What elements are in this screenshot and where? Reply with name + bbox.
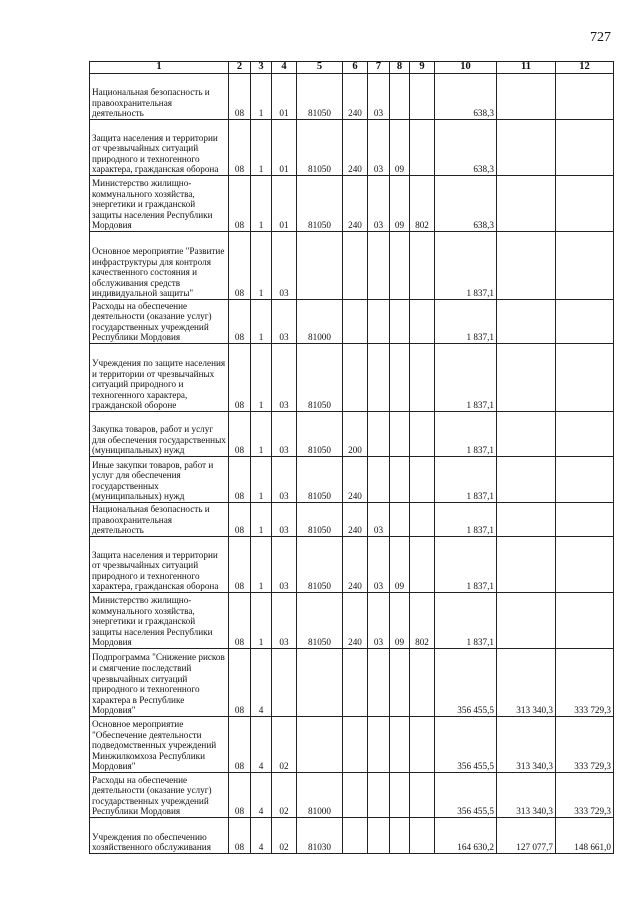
amount-cell: 1 837,1 bbox=[435, 457, 497, 503]
code-cell: 01 bbox=[272, 176, 297, 232]
code-cell bbox=[368, 773, 390, 818]
amount-cell: 333 729,3 bbox=[556, 717, 614, 773]
code-cell: 4 bbox=[251, 818, 272, 854]
amount-cell: 1 837,1 bbox=[435, 344, 497, 412]
amount-cell: 148 661,0 bbox=[556, 818, 614, 854]
code-cell bbox=[343, 344, 368, 412]
header-row bbox=[90, 62, 614, 74]
table-row bbox=[90, 232, 614, 300]
code-cell: 1 bbox=[251, 300, 272, 344]
code-cell bbox=[343, 649, 368, 717]
code-cell: 81050 bbox=[297, 412, 343, 457]
code-cell: 81050 bbox=[297, 537, 343, 593]
amount-cell: 356 455,5 bbox=[435, 773, 497, 818]
row-name-cell: Основное мероприятие "Обеспечение деятельности подведомственных учреждений Минжилкомхоза Республики Мордовия" bbox=[90, 717, 229, 773]
code-cell: 01 bbox=[272, 120, 297, 176]
amount-cell: 1 837,1 bbox=[435, 537, 497, 593]
code-cell: 08 bbox=[229, 120, 251, 176]
code-cell bbox=[410, 649, 435, 717]
amount-cell bbox=[497, 412, 556, 457]
amount-cell bbox=[497, 503, 556, 537]
column-header: 12 bbox=[556, 62, 614, 74]
amount-cell bbox=[497, 300, 556, 344]
column-header: 6 bbox=[343, 62, 368, 74]
code-cell: 81000 bbox=[297, 773, 343, 818]
amount-cell: 164 630,2 bbox=[435, 818, 497, 854]
code-cell bbox=[410, 717, 435, 773]
table-row bbox=[90, 74, 614, 120]
code-cell bbox=[368, 232, 390, 300]
table-row bbox=[90, 773, 614, 818]
amount-cell: 638,3 bbox=[435, 74, 497, 120]
page-number: 727 bbox=[590, 30, 611, 45]
code-cell: 1 bbox=[251, 537, 272, 593]
code-cell: 08 bbox=[229, 176, 251, 232]
code-cell bbox=[410, 300, 435, 344]
amount-cell: 333 729,3 bbox=[556, 649, 614, 717]
amount-cell bbox=[497, 176, 556, 232]
code-cell: 03 bbox=[272, 344, 297, 412]
row-name-cell: Закупка товаров, работ и услуг для обеспечения государственных (муниципальных) нужд bbox=[90, 412, 229, 457]
code-cell: 1 bbox=[251, 344, 272, 412]
code-cell bbox=[343, 300, 368, 344]
code-cell: 01 bbox=[272, 74, 297, 120]
code-cell: 1 bbox=[251, 412, 272, 457]
amount-cell bbox=[556, 537, 614, 593]
column-header: 3 bbox=[251, 62, 272, 74]
table-row bbox=[90, 300, 614, 344]
code-cell: 4 bbox=[251, 717, 272, 773]
table-row bbox=[90, 593, 614, 649]
column-header: 8 bbox=[390, 62, 410, 74]
code-cell: 240 bbox=[343, 74, 368, 120]
budget-table bbox=[89, 61, 614, 854]
table-row bbox=[90, 537, 614, 593]
amount-cell bbox=[556, 344, 614, 412]
row-name-cell: Иные закупки товаров, работ и услуг для обеспечения государственных (муниципальных) нужд bbox=[90, 457, 229, 503]
code-cell bbox=[390, 344, 410, 412]
amount-cell bbox=[497, 457, 556, 503]
amount-cell bbox=[556, 593, 614, 649]
table-row bbox=[90, 120, 614, 176]
code-cell: 240 bbox=[343, 176, 368, 232]
code-cell: 81050 bbox=[297, 344, 343, 412]
code-cell bbox=[343, 717, 368, 773]
code-cell bbox=[343, 773, 368, 818]
code-cell: 240 bbox=[343, 120, 368, 176]
code-cell: 240 bbox=[343, 537, 368, 593]
amount-cell: 313 340,3 bbox=[497, 773, 556, 818]
column-header: 7 bbox=[368, 62, 390, 74]
amount-cell bbox=[556, 74, 614, 120]
code-cell: 08 bbox=[229, 593, 251, 649]
code-cell bbox=[272, 649, 297, 717]
amount-cell bbox=[497, 344, 556, 412]
code-cell: 03 bbox=[272, 300, 297, 344]
amount-cell: 356 455,5 bbox=[435, 649, 497, 717]
row-name-cell: Подпрограмма "Снижение рисков и смягчение последствий чрезвычайных ситуаций природного и техногенного характера в Республике Мордовия" bbox=[90, 649, 229, 717]
amount-cell: 1 837,1 bbox=[435, 593, 497, 649]
table-row bbox=[90, 818, 614, 854]
code-cell: 1 bbox=[251, 503, 272, 537]
amount-cell bbox=[497, 74, 556, 120]
amount-cell: 638,3 bbox=[435, 120, 497, 176]
code-cell: 08 bbox=[229, 300, 251, 344]
code-cell: 03 bbox=[368, 176, 390, 232]
code-cell: 08 bbox=[229, 503, 251, 537]
table-row bbox=[90, 412, 614, 457]
code-cell bbox=[410, 537, 435, 593]
code-cell: 03 bbox=[368, 593, 390, 649]
code-cell: 1 bbox=[251, 120, 272, 176]
amount-cell: 1 837,1 bbox=[435, 503, 497, 537]
amount-cell bbox=[556, 300, 614, 344]
amount-cell: 333 729,3 bbox=[556, 773, 614, 818]
code-cell: 08 bbox=[229, 773, 251, 818]
code-cell bbox=[368, 717, 390, 773]
amount-cell bbox=[497, 120, 556, 176]
amount-cell bbox=[497, 537, 556, 593]
code-cell: 1 bbox=[251, 74, 272, 120]
code-cell: 08 bbox=[229, 232, 251, 300]
code-cell: 81050 bbox=[297, 74, 343, 120]
code-cell bbox=[410, 503, 435, 537]
code-cell bbox=[390, 503, 410, 537]
table-row bbox=[90, 344, 614, 412]
amount-cell bbox=[497, 593, 556, 649]
row-name-cell: Министерство жилищно-коммунального хозяйства, энергетики и гражданской защиты населения Республики Мордовия bbox=[90, 593, 229, 649]
amount-cell bbox=[556, 412, 614, 457]
column-header: 10 bbox=[435, 62, 497, 74]
code-cell bbox=[410, 457, 435, 503]
code-cell: 81050 bbox=[297, 593, 343, 649]
amount-cell bbox=[556, 457, 614, 503]
amount-cell: 638,3 bbox=[435, 176, 497, 232]
amount-cell bbox=[556, 176, 614, 232]
code-cell: 09 bbox=[390, 593, 410, 649]
code-cell: 08 bbox=[229, 537, 251, 593]
code-cell: 08 bbox=[229, 74, 251, 120]
code-cell: 81000 bbox=[297, 300, 343, 344]
code-cell: 08 bbox=[229, 412, 251, 457]
amount-cell bbox=[497, 232, 556, 300]
code-cell bbox=[390, 457, 410, 503]
code-cell: 08 bbox=[229, 818, 251, 854]
code-cell: 09 bbox=[390, 176, 410, 232]
code-cell: 4 bbox=[251, 649, 272, 717]
code-cell: 09 bbox=[390, 537, 410, 593]
code-cell: 09 bbox=[390, 120, 410, 176]
amount-cell: 1 837,1 bbox=[435, 300, 497, 344]
code-cell: 03 bbox=[272, 232, 297, 300]
code-cell bbox=[410, 818, 435, 854]
code-cell: 200 bbox=[343, 412, 368, 457]
column-header: 4 bbox=[272, 62, 297, 74]
table-row bbox=[90, 717, 614, 773]
code-cell bbox=[343, 818, 368, 854]
code-cell bbox=[390, 300, 410, 344]
code-cell bbox=[410, 74, 435, 120]
column-header: 2 bbox=[229, 62, 251, 74]
code-cell bbox=[390, 717, 410, 773]
code-cell bbox=[368, 412, 390, 457]
code-cell: 08 bbox=[229, 717, 251, 773]
code-cell: 81050 bbox=[297, 503, 343, 537]
code-cell: 03 bbox=[368, 120, 390, 176]
code-cell: 1 bbox=[251, 176, 272, 232]
code-cell: 1 bbox=[251, 457, 272, 503]
code-cell: 03 bbox=[368, 503, 390, 537]
code-cell: 240 bbox=[343, 503, 368, 537]
table-row bbox=[90, 503, 614, 537]
code-cell bbox=[410, 344, 435, 412]
row-name-cell: Расходы на обеспечение деятельности (оказание услуг) государственных учреждений Республики Мордовия bbox=[90, 300, 229, 344]
row-name-cell: Учреждения по обеспечению хозяйственного обслуживания bbox=[90, 818, 229, 854]
code-cell: 81050 bbox=[297, 120, 343, 176]
code-cell bbox=[368, 344, 390, 412]
code-cell: 81030 bbox=[297, 818, 343, 854]
code-cell: 81050 bbox=[297, 457, 343, 503]
code-cell: 03 bbox=[272, 537, 297, 593]
amount-cell: 313 340,3 bbox=[497, 649, 556, 717]
amount-cell: 356 455,5 bbox=[435, 717, 497, 773]
row-name-cell: Национальная безопасность и правоохранительная деятельность bbox=[90, 74, 229, 120]
column-header: 5 bbox=[297, 62, 343, 74]
code-cell: 802 bbox=[410, 593, 435, 649]
code-cell bbox=[368, 300, 390, 344]
code-cell: 03 bbox=[272, 412, 297, 457]
code-cell bbox=[390, 818, 410, 854]
code-cell: 03 bbox=[272, 593, 297, 649]
amount-cell: 1 837,1 bbox=[435, 412, 497, 457]
code-cell: 4 bbox=[251, 773, 272, 818]
column-header: 9 bbox=[410, 62, 435, 74]
column-header: 1 bbox=[90, 62, 229, 74]
table-row bbox=[90, 457, 614, 503]
table-row bbox=[90, 649, 614, 717]
code-cell bbox=[390, 412, 410, 457]
code-cell bbox=[410, 120, 435, 176]
table-body bbox=[90, 74, 614, 854]
code-cell: 240 bbox=[343, 457, 368, 503]
code-cell: 1 bbox=[251, 593, 272, 649]
code-cell bbox=[390, 773, 410, 818]
code-cell: 03 bbox=[272, 503, 297, 537]
code-cell: 03 bbox=[368, 74, 390, 120]
code-cell bbox=[343, 232, 368, 300]
row-name-cell: Основное мероприятие "Развитие инфраструктуры для контроля качественного состояния и обслуживания средств индивидуальной защиты" bbox=[90, 232, 229, 300]
code-cell: 81050 bbox=[297, 176, 343, 232]
code-cell bbox=[410, 412, 435, 457]
code-cell: 1 bbox=[251, 232, 272, 300]
code-cell: 02 bbox=[272, 717, 297, 773]
code-cell bbox=[410, 232, 435, 300]
code-cell bbox=[297, 717, 343, 773]
code-cell bbox=[390, 649, 410, 717]
code-cell: 08 bbox=[229, 649, 251, 717]
code-cell: 03 bbox=[368, 537, 390, 593]
code-cell bbox=[368, 649, 390, 717]
amount-cell: 127 077,7 bbox=[497, 818, 556, 854]
amount-cell bbox=[556, 232, 614, 300]
code-cell bbox=[390, 232, 410, 300]
row-name-cell: Министерство жилищно-коммунального хозяйства, энергетики и гражданской защиты населения Республики Мордовия bbox=[90, 176, 229, 232]
row-name-cell: Защита населения и территории от чрезвычайных ситуаций природного и техногенного характера, гражданская оборона bbox=[90, 120, 229, 176]
code-cell bbox=[297, 232, 343, 300]
table-row bbox=[90, 176, 614, 232]
code-cell bbox=[368, 818, 390, 854]
amount-cell: 313 340,3 bbox=[497, 717, 556, 773]
code-cell bbox=[368, 457, 390, 503]
row-name-cell: Защита населения и территории от чрезвычайных ситуаций природного и техногенного характера, гражданская оборона bbox=[90, 537, 229, 593]
code-cell: 08 bbox=[229, 344, 251, 412]
code-cell: 02 bbox=[272, 773, 297, 818]
row-name-cell: Расходы на обеспечение деятельности (оказание услуг) государственных учреждений Республики Мордовия bbox=[90, 773, 229, 818]
code-cell: 02 bbox=[272, 818, 297, 854]
code-cell: 08 bbox=[229, 457, 251, 503]
code-cell: 802 bbox=[410, 176, 435, 232]
code-cell bbox=[297, 649, 343, 717]
row-name-cell: Учреждения по защите населения и территории от чрезвычайных ситуаций природного и техногенного характера, гражданской обороне bbox=[90, 344, 229, 412]
amount-cell: 1 837,1 bbox=[435, 232, 497, 300]
code-cell bbox=[390, 74, 410, 120]
code-cell: 240 bbox=[343, 593, 368, 649]
amount-cell bbox=[556, 503, 614, 537]
amount-cell bbox=[556, 120, 614, 176]
code-cell bbox=[410, 773, 435, 818]
row-name-cell: Национальная безопасность и правоохранительная деятельность bbox=[90, 503, 229, 537]
column-header: 11 bbox=[497, 62, 556, 74]
code-cell: 03 bbox=[272, 457, 297, 503]
